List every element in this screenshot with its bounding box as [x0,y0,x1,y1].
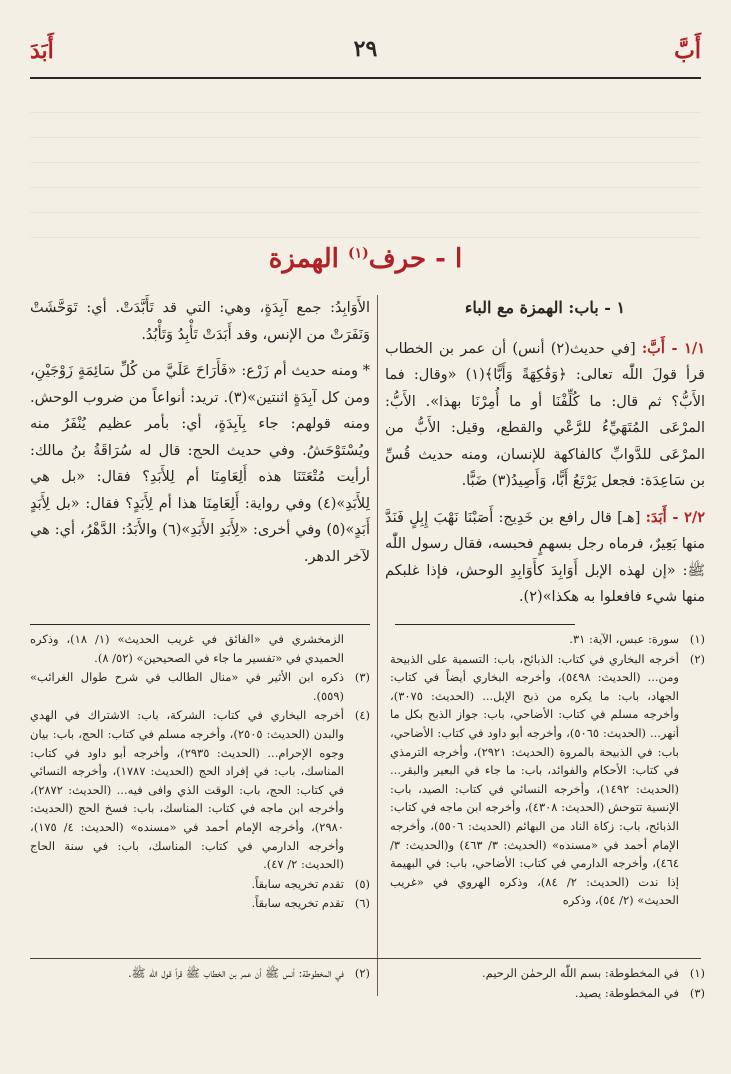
column-divider [377,295,378,996]
variants-right [390,964,705,1003]
footnote-number: (٣) [354,670,370,685]
chapter-title-footnote-ref: (١) [347,245,369,262]
header-rule [30,77,701,79]
entry-2 [385,505,705,611]
variant-item [390,964,705,983]
page-header [30,34,701,68]
entry-1 [385,336,705,495]
footnote-text: ذكره ابن الأثير في «منال الطالب في شرح طوال الغرائب» (٥٥٩). [30,670,344,703]
footnote-text: تقدم تخريجه سابقاً. [251,896,344,911]
footnote-item [30,875,370,894]
footnote-number [350,630,370,667]
variant-number: (٢) [354,966,370,980]
variants-rule [30,958,701,959]
footnote-rule-right [395,624,575,625]
variant-text: في المخطوطة: يصيد. [574,985,679,1000]
left-column [30,295,370,580]
footnote-text: الزمخشري في «الفائق في غريب الحديث» (١/ ١٨)، وذكره الحميدي في «تفسير ما جاء في الصحيحين» (٥٢/ ٨). [30,632,344,665]
footnote-text: سورة: عبس، الآية: ٣١. [569,632,679,646]
variant-number: (١) [689,966,705,980]
left-para-1: الأَوَابِدُ: جمع آبِدَةٍ، وهي: التي قد تَأَبَّدَتْ. أي: تَوَحَّشَتْ وَنَفَرَتْ من الإنس، وقد أَبَدَتْ تَأْبِدُ وَتَأْبُدُ. [30,300,370,343]
bleed-through-area [30,88,701,236]
footnote-number: (١) [689,632,705,646]
footnote-item [30,894,370,913]
footnote-text: أخرجه البخاري في كتاب: الذبائح، باب: التسمية على الذبيحة ومن... (الحديث: ٥٤٩٨)، وأخرجه البخاري أيضاً في كتاب: الجهاد، باب: ما يكره من ذبح الإبل... (الحديث: ٣٠٧٥)، وأخرجه مسلم في كتاب: الأضاحي، باب: جواز الذبح بكل ما أنهر... (الحديث: ٥٠٦٥)، وأخرجه أبو داود في كتاب: الأضاحي، باب: في الذبيحة بالمروة (الحديث: ٢٩٢١)، وأخرجه الترمذي في كتاب: الأحكام والفوائد، باب: ما جاء في البعير والبقر... (الحديث: ١٤٩٢)، وأخرجه النسائي في كتاب: الصيد، باب: الإنسية تتوحش (الحديث: ٤٣٠٨)، وأخرجه ابن ماجه في كتاب: الذبائح، باب: زكاة الناد من البهائم (الحديث: ٥٥٠٦)، وأخرجه الإمام أحمد في «مسنده» (الحديث: ٣/ ٤٦٣) و(الحديث: ٣/ ٤٦٤)، وأخرجه الدارمي في كتاب: الأضاحي، باب: في البهيمة إذا ندت (الحديث: ٢/ ٨٤)، وذكره الهروي في «غريب الحديث» (٢/ ٥٤)، وذكره [390,651,680,908]
entry-1-text: [في حديث(٢) أنس) أن عمر بن الخطاب قرأ قولَ اللّٰه تعالى: ﴿وَفَٰكِهَةً وَأَبًّا﴾(١) «وقال: فما الأَبُّ؟ ثم قال: ما كُلِّفْنَا أو ما أُمِرْنَا بهذا». الأَبُّ: المرْعَى المُتَهَيِّءُ للرَّعْي والقطع، وقيل: الأَبُّ من المرْعَى للدَّوابِّ كالفاكهة للإنسان، ومنه حديث قُسِّ بن سَاعِدَة: فجعل يَرْتَعُ أَبًّا، وَأَصِيدُ(٣) ضَبًّا. [385,340,705,489]
variant-item [30,964,370,983]
footnotes-right [390,630,705,911]
left-para-2: * ومنه حديث أم زَرْع: «فَأَرَاحَ عَلَيَّ من كُلِّ سَائِمَةٍ زَوْجَيْنِ، ومن كل آبِدَةٍ اثنتين»(٣). تريد: أنواعاً من ضروب الوحش. ومنه قولهم: جاء بِآبِدَةٍ، أي: بأمر عظيم يُنْفَرُ منه ويُسْتَوْحَشُ. وفي حديث الحج: قال له سُرَاقَةُ بنُ مالك: أرأيت مُتْعَتَنَا هذه أَلِعَامِنَا أم لِلأَبَدِ؟ فقال: «بل هي لِلأَبَدِ»(٤) وفي رواية: أَلِعَامِنَا هذا أم لِأَبَدٍ؟ فقال: «بل لِأَبَدٍ أَبَدٍ»(٥) وفي أخرى: «لِأَبَدِ الأَبَدِ»(٦) والأَبَدُ: الدَّهْرُ، أي: هي لآخر الدهر. [30,363,370,565]
header-right-word: أَبَّ [674,38,701,64]
variants-left [30,964,370,984]
chapter-title-main: ا - حرف [368,244,463,274]
chapter-title [150,244,581,274]
footnote-item [30,668,370,705]
footnote-number: (٥) [354,876,370,891]
bab-heading: ١ - باب: الهمزة مع الباء [464,298,626,317]
variant-item [390,984,705,1003]
footnote-number: (٦) [354,896,370,911]
footnote-number: (٤) [354,708,370,723]
right-column [385,295,705,621]
footnotes-left [30,630,370,914]
footnote-item [30,706,370,873]
chapter-title-end: الهمزة [268,244,339,274]
entry-2-head: ٢/٢ - أَبَدَ: [645,508,705,526]
footnote-rule-left [30,624,370,625]
footnote-number: (٢) [689,651,705,666]
footnote-text: تقدم تخريجه سابقاً. [251,876,344,891]
footnote-item [390,650,705,910]
footnote-item [390,630,705,649]
variant-number: (٣) [689,985,705,1000]
footnote-item [30,630,370,667]
entry-2-text: [هـ] قال رافع بن خَدِيج: أَصَبْنَا نَهْبَ إِبِلٍ فَنَدَّ منها بَعِيرٌ، فرماه رجل بسهمٍ فحبسه، فقال رسول اللّٰه ﷺ: «إن لهذه الإبل أَوَابِدَ كأَوَابِدِ الوحش، فإذا غلبكم منها شيء فافعلوا به هكذا»(٢). [385,509,705,605]
header-left-word: أَبَدَ [30,38,54,64]
footnote-text: أخرجه البخاري في كتاب: الشركة، باب: الاشتراك في الهدي والبدن (الحديث: ٢٥٠٥)، وأخرجه مسلم في كتاب: الحج، باب: بيان وجوه الإحرام... (الحديث: ٢٩٣٥)، وأخرجه أبو داود في كتاب: المناسك، باب: في إفراد الحج (الحديث: ١٧٨٧)، وأخرجه النسائي في كتاب: الحج، باب: الوقت الذي وافى فيه... (الحديث: ٢٨٧٢)، وأخرجه ابن ماجه في كتاب: المناسك، باب: فسخ الحج (الحديث: ٢٩٨٠)، وأخرجه الإمام أحمد في «مسنده» (الحديث: ٤/ ١٧٥)، وأخرجه الدارمي في كتاب: المناسك، باب: في سنة الحاج (الحديث: ٢/ ٤٧). [30,708,344,872]
variant-text: في المخطوطة: أنس ﷺ أن عمر بن الخطاب ﷺ قرأ قول اللّٰه ﷺ. [127,966,344,980]
variant-text: في المخطوطة: بسم اللّٰه الرحمٰن الرحيم. [482,966,679,980]
entry-1-head: ١/١ - أَبَّ: [641,339,706,357]
page-number: ٢٩ [353,36,378,62]
